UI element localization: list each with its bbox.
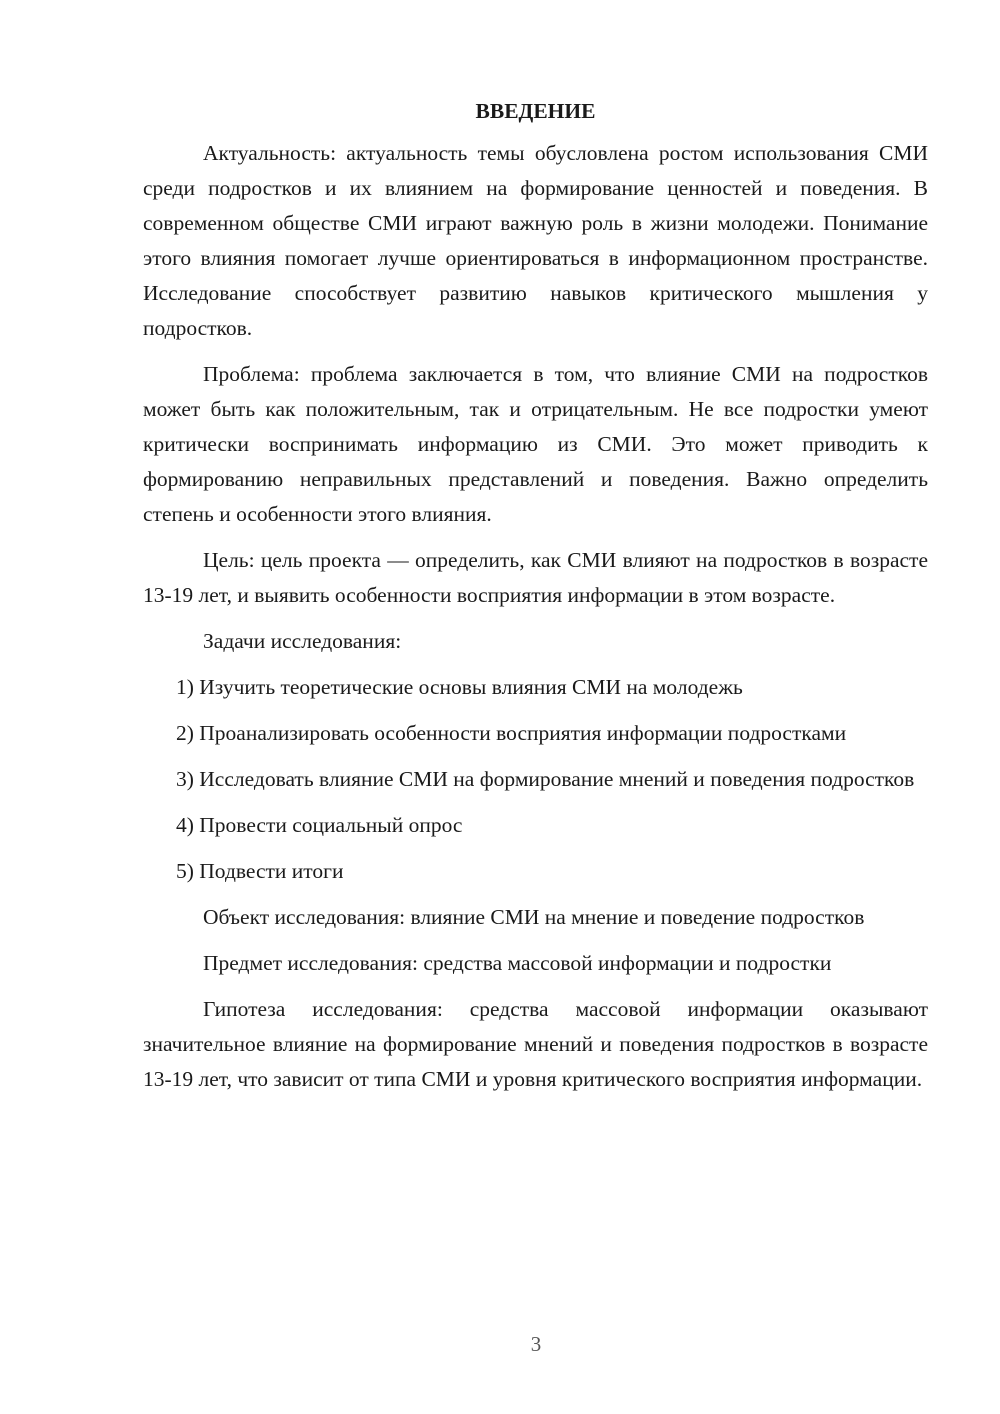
- paragraph-tasks-heading: Задачи исследования:: [203, 629, 402, 653]
- paragraph-hypothesis: Гипотеза исследования: средства массовой информации оказывают значительное влияние на формирование мнений и поведения подростков в возрасте 13-19 лет, что зависит от типа СМИ и уровня критического восприятия информации.: [143, 997, 928, 1091]
- paragraph-subject: Предмет исследования: средства массовой информации и подростки: [203, 951, 832, 975]
- paragraph-goal: Цель: цель проекта — определить, как СМИ влияют на подростков в возрасте 13-19 лет, и выявить особенности восприятия информации в этом возрасте.: [143, 548, 928, 607]
- task-item-1: 1) Изучить теоретические основы влияния СМИ на молодежь: [176, 675, 743, 699]
- task-item-5: 5) Подвести итоги: [176, 859, 344, 883]
- page-content: [143, 96, 928, 1108]
- paragraph-relevance: Актуальность: актуальность темы обусловлена ростом использования СМИ среди подростков и их влиянием на формирование ценностей и поведения. В современном обществе СМИ играют важную роль в жизни молодежи. Понимание этого влияния помогает лучше ориентироваться в информационном пространстве. Исследование способствует развитию навыков критического мышления у подростков.: [143, 141, 928, 340]
- task-item-3: 3) Исследовать влияние СМИ на формирование мнений и поведения подростков: [176, 767, 915, 791]
- section-title: ВВЕДЕНИЕ: [475, 99, 596, 123]
- task-item-2: 2) Проанализировать особенности восприятия информации подростками: [176, 721, 847, 745]
- page-number: 3: [530, 1332, 542, 1356]
- paragraph-problem: Проблема: проблема заключается в том, что влияние СМИ на подростков может быть как положительным, так и отрицательным. Не все подростки умеют критически воспринимать информацию из СМИ. Это может приводить к формированию неправильных представлений и поведения. Важно определить степень и особенности этого влияния.: [143, 362, 928, 526]
- task-item-4: 4) Провести социальный опрос: [176, 813, 463, 837]
- paragraph-object: Объект исследования: влияние СМИ на мнение и поведение подростков: [203, 905, 865, 929]
